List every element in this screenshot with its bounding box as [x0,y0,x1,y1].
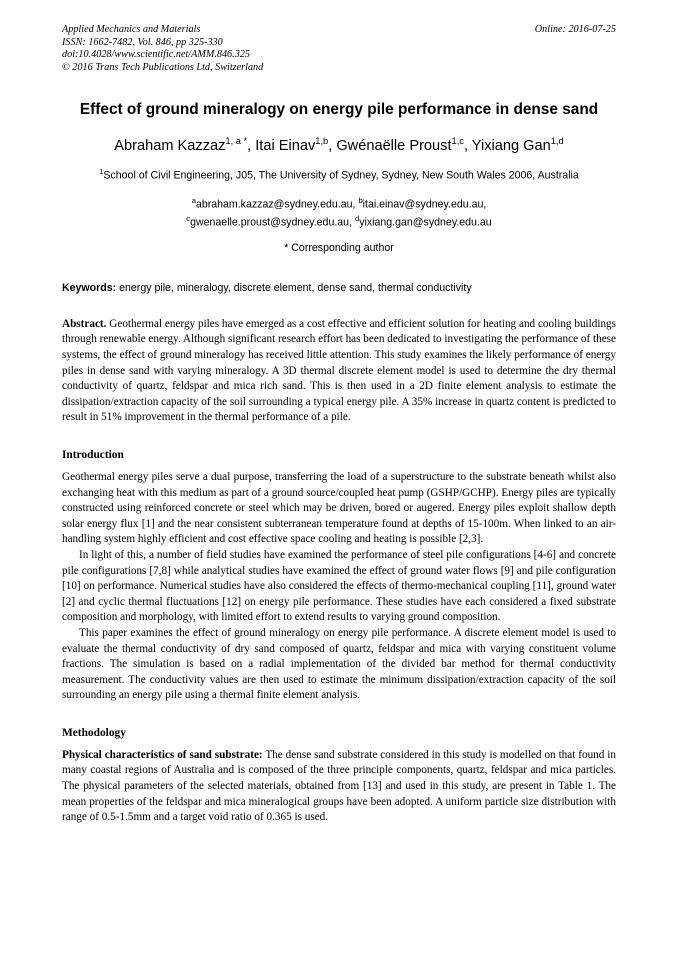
abstract-paragraph [62,317,616,426]
issn-line: ISSN: 1662-7482, Vol. 846, pp 325-330 [62,36,223,48]
affiliation-marker: 1 [99,167,104,177]
paragraph-intro-2: In light of this, a number of field studies have examined the performance of steel pile configurations [4-6] and concrete pile configurations [7,8] while analytical studies have examined the effect of ground water flows [9] and pile configuration [10] on performance. Numerical studies have also considered the effects of thermo-mechanical coupling [11], ground water [2] and cyclic thermal fluctuations [12] on energy pile performance. These studies have each considered a fixed substrate composition and morphology, with limited effort to extend results to varying ground composition. [62,548,616,624]
author-affiliation-marker: 1,d [550,136,564,147]
affiliation [62,165,616,183]
author-name: Abraham Kazzaz [114,138,226,155]
email-address[interactable]: yixiang.gan@sydney.edu.au [359,216,492,229]
author-list: Abraham Kazzaz$^{1, a *}$, Itai Einav$^{1,b}$, Gwénaëlle Proust$^{1,c}$, Yixiang Gan$^{1,d}$ [114,136,564,155]
abstract-text: Geothermal energy piles have emerged as a cost effective and efficient solution for heating and cooling buildings through renewable energy. Although significant research effort has been dedicated to investigating the performance of these systems, the effect of ground mineralogy has received little attention. This study examines the likely performance of energy piles in dense sand with varying mineralogy. A 3D thermal discrete element model is used to determine the dry thermal conductivity of quartz, feldspar and mica rich sand. This is then used in a 2D finite element analysis to estimate the dissipation/extraction capacity of the soil surrounding a typical energy pile. A 35% increase in quartz content is predicted to result in 51% improvement in the thermal performance of a pile. [62,317,616,424]
section-heading-methodology: Methodology [62,726,126,739]
paragraph-intro-3: This paper examines the effect of ground mineralogy on energy pile performance. A discrete element model is used to evaluate the thermal conductivity of dry sand composed of quartz, feldspar and mica with varying constituent volume fractions. The simulation is based on a radial implementation of the divided bar method for thermal conductivity measurement. The conductivity values are then used to estimate the minimum dissipation/extraction capacity of the soil surrounding an energy pile using a thermal finite element analysis. [62,626,616,702]
paragraph-methodology-1 [62,748,616,826]
author-name: Itai Einav [255,138,316,155]
keywords-label: Keywords: [62,281,117,294]
email-marker: a [191,196,196,206]
paragraph-intro-1: Geothermal energy piles serve a dual purpose, transferring the load of a superstructure to the substrate beneath whilst also exchanging heat with this medium as part of a ground source/coupled heat pump (GSHP/GCHP). Energy piles are typically constructed using reinforced concrete or steel which may be driven, bored or augered. Energy piles exploit shallow depth solar energy flux [1] and the near consistent subterranean temperature found at depths of 15-100m. When linked to an air-handling system highly efficient and cost effective space cooling and heating is possible [2,3]. [62,470,616,546]
email-marker: b [358,196,363,206]
keywords-text: energy pile, mineralogy, discrete element, dense sand, thermal conductivity [116,281,472,294]
header-left-block [62,24,263,74]
page-header [62,24,616,74]
email-address[interactable]: gwenaelle.proust@sydney.edu.au, [190,216,353,229]
author-name: Gwénaëlle Proust [336,138,452,155]
copyright-line: © 2016 Trans Tech Publications Ltd, Switzerland [62,61,264,73]
author-name: Yixiang Gan [471,138,551,155]
journal-name: Applied Mechanics and Materials [62,24,201,35]
affiliation-text: School of Civil Engineering, J05, The University of Sydney, Sydney, New South Wales 2006, Australia [103,169,579,182]
corresponding-author-note: * Corresponding author [284,241,394,254]
email-marker: d [354,214,360,224]
email-address[interactable]: itai.einav@sydney.edu.au, [362,198,487,211]
doi-line: doi:10.4028/www.scientific.net/AMM.846.325 [62,49,250,61]
email-list [62,194,616,229]
author-affiliation-marker: 1,c [451,136,464,147]
email-marker: c [186,214,191,224]
section-heading-introduction: Introduction [62,448,124,461]
abstract-label: Abstract. [62,317,107,330]
online-date: Online: 2016-07-25 [534,24,616,35]
page-title: Effect of ground mineralogy on energy pile performance in dense sand [79,101,599,119]
email-address[interactable]: abraham.kazzaz@sydney.edu.au, [195,198,356,211]
author-affiliation-marker: 1, a * [225,136,248,147]
subsection-lead-label: Physical characteristics of sand substrate: [62,748,263,761]
author-affiliation-marker: 1,b [315,136,329,147]
subsection-text: The dense sand substrate considered in this study is modelled on that found in many coastal regions of Australia and is composed of the three principle components, quartz, feldspar and mica particles. The physical parameters of the selected materials, obtained from [13] and used in this study, are present in Table 1. The mean properties of the feldspar and mica mineralogical groups have been adopted. A uniform particle size distribution with range of 0.5-1.5mm and a target void ratio of 0.365 is used. [62,748,616,824]
keywords-line [62,281,616,295]
